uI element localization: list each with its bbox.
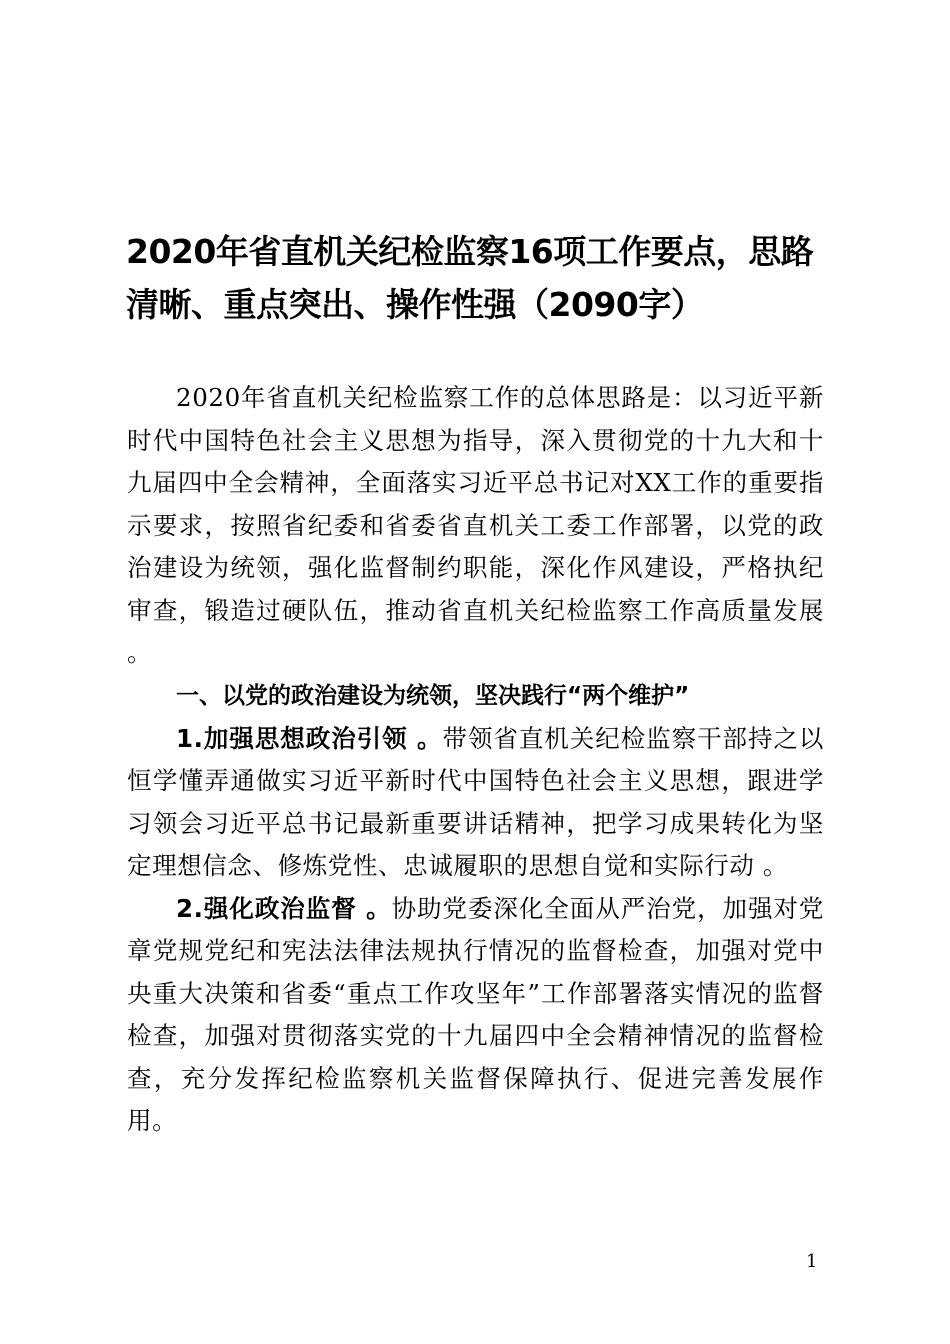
list-item — [127, 888, 824, 1143]
section-heading: 一、以党的政治建设为统领，坚决践行“两个维护” — [176, 682, 690, 709]
list-item — [127, 718, 824, 888]
intro-paragraph: 2020年省直机关纪检监察工作的总体思路是：以习近平新时代中国特色社会主义思想为指导，深入贯彻党的十九大和十九届四中全会精神，全面落实习近平总书记对XX工作的重要指示要求，按照省纪委和省委省直机关工委工作部署，以党的政治建设为统领，强化监督制约职能，深化作风建设，严格执纪审查，锻造过硬队伍，推动省直机关纪检监察工作高质量发展 。 — [127, 383, 824, 667]
item-text: 带领省直机关纪检监察干部持之以恒学懂弄通做实习近平新时代中国特色社会主义思想，跟进学习领会习近平总书记最新重要讲话精神，把学习成果转化为坚定理想信念、修炼党性、忠诚履职的思想自觉和实际行动 。 — [127, 723, 825, 880]
item-lead: 2.强化政治监督 。 — [176, 893, 392, 923]
item-lead: 1.加强思想政治引领 。 — [176, 723, 443, 753]
document-title: 2020年省直机关纪检监察16项工作要点，思路清晰、重点突出、操作性强（2090字） — [126, 232, 814, 324]
page-number: 1 — [806, 1251, 818, 1272]
item-text: 协助党委深化全面从严治党，加强对党章党规党纪和宪法法律法规执行情况的监督检查，加强对党中央重大决策和省委“重点工作攻坚年”工作部署落实情况的监督检查，加强对贯彻落实党的十九届四中全会精神情况的监督检查，充分发挥纪检监察机关监督保障执行、促进完善发展作用。 — [127, 893, 824, 1135]
document-body — [127, 377, 824, 1143]
